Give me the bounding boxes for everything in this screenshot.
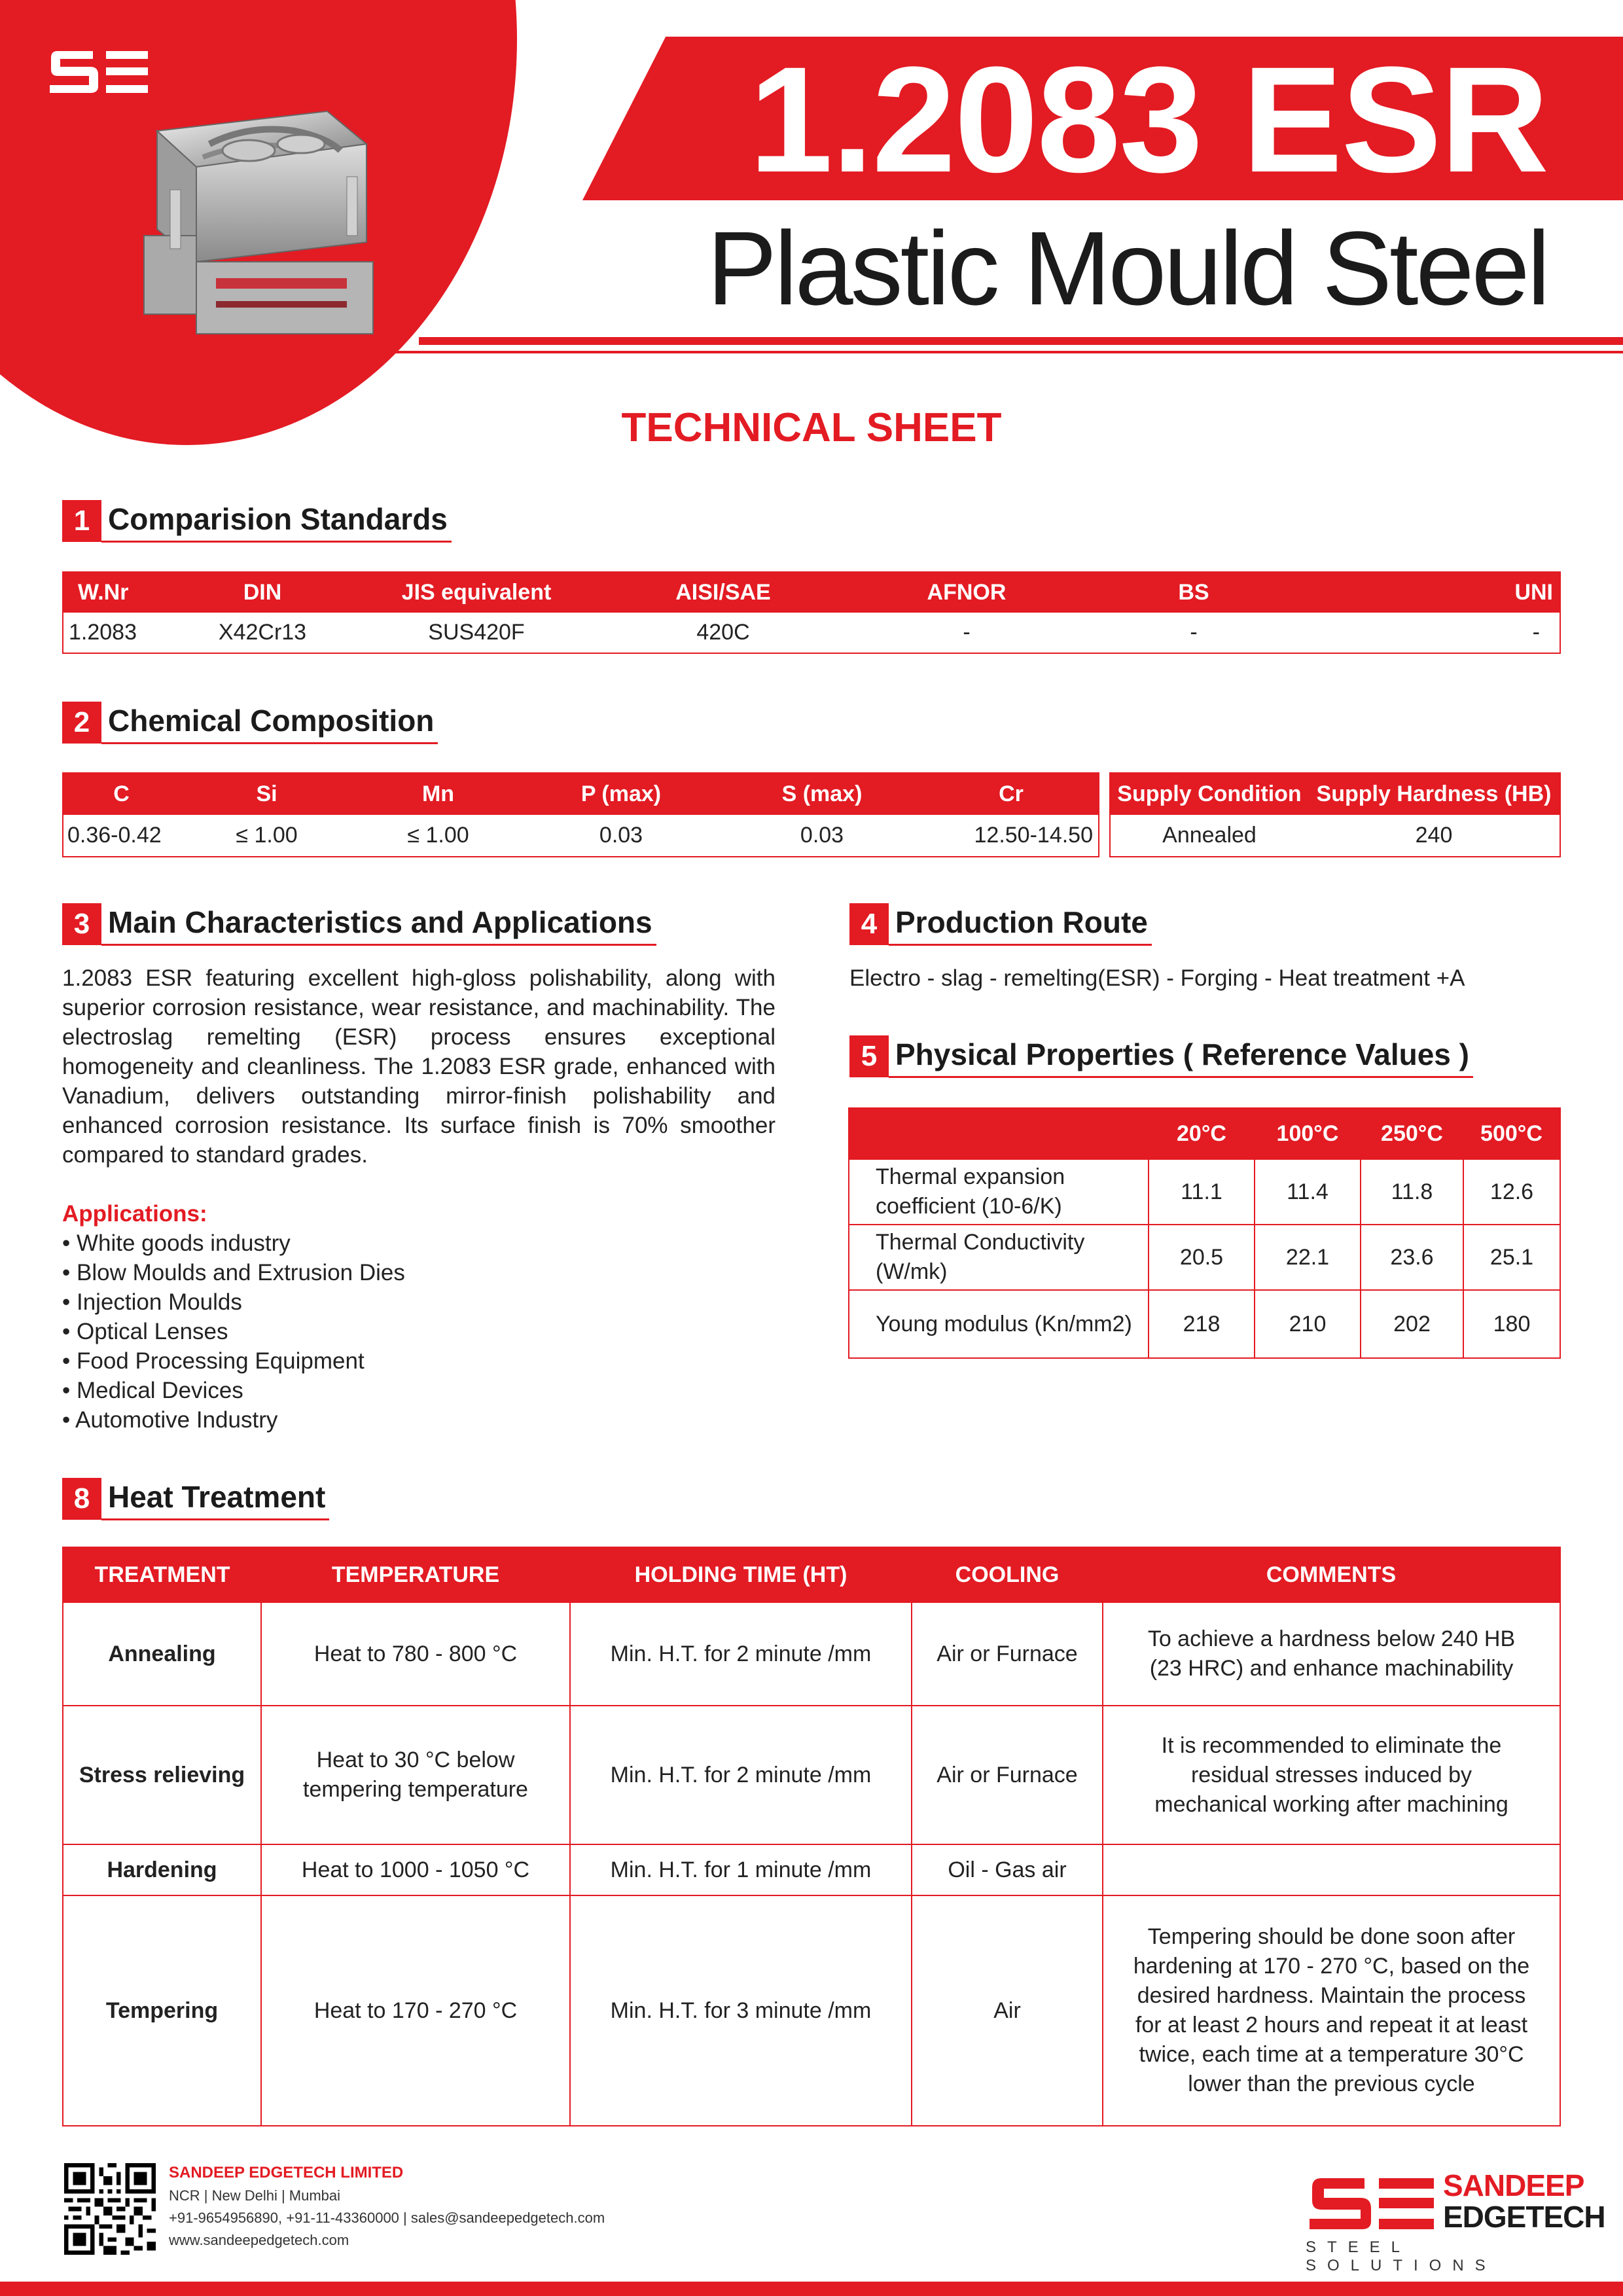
chemical-header: C <box>63 773 179 815</box>
section-number: 2 <box>62 702 101 744</box>
heat-header: HOLDING TIME (HT) <box>570 1547 912 1602</box>
chemical-cell: 0.03 <box>599 823 643 848</box>
physical-cell: 20.5 <box>1149 1225 1255 1290</box>
chemical-header: Cr <box>924 773 1099 815</box>
heat-treatment-cell: Annealing <box>63 1602 261 1706</box>
physical-cell: 202 <box>1361 1290 1463 1358</box>
heat-header: COMMENTS <box>1103 1547 1560 1602</box>
heat-holding-cell: Min. H.T. for 2 minute /mm <box>570 1706 912 1844</box>
page-title: 1.2083 ESR <box>749 35 1548 204</box>
standards-header: AISI/SAE <box>605 572 842 613</box>
physical-cell: 11.4 <box>1255 1159 1361 1225</box>
supply-table <box>1109 772 1561 857</box>
header-divider <box>419 337 1623 345</box>
footer-contact-line[interactable]: +91-9654956890, +91-11-43360000 | sales@sandeepedgetech.com <box>169 2210 605 2226</box>
section-number: 3 <box>62 903 101 945</box>
physical-table <box>848 1107 1561 1359</box>
heat-holding-cell: Min. H.T. for 2 minute /mm <box>570 1602 912 1706</box>
technical-sheet-label: TECHNICAL SHEET <box>621 405 1002 450</box>
physical-label: Thermal Conductivity (W/mk) <box>849 1225 1149 1290</box>
physical-cell: 25.1 <box>1463 1225 1560 1290</box>
heat-cooling-cell: Air or Furnace <box>912 1602 1103 1706</box>
physical-header-blank <box>849 1108 1149 1159</box>
footer-website-link[interactable]: www.sandeepedgetech.com <box>169 2232 349 2248</box>
standards-header: AFNOR <box>842 572 1092 613</box>
physical-cell: 218 <box>1149 1290 1255 1358</box>
heat-cooling-cell: Oil - Gas air <box>912 1844 1103 1895</box>
section-number: 5 <box>849 1035 889 1077</box>
section-heading-standards <box>62 500 452 542</box>
qr-code-icon <box>64 2163 156 2255</box>
chemical-cell: 0.03 <box>800 823 844 848</box>
table-row <box>849 1290 1560 1358</box>
brand-tagline: STEEL SOLUTIONS <box>1306 2238 1497 2274</box>
section-heading-chemical <box>62 702 438 744</box>
standards-cell: - <box>1532 620 1540 645</box>
supply-header: Supply Hardness (HB) <box>1308 773 1560 815</box>
heat-cooling-cell: Air <box>912 1895 1103 2126</box>
footer-company-name: SANDEEP EDGETECH LIMITED <box>169 2164 404 2181</box>
heat-header: TREATMENT <box>63 1547 261 1602</box>
physical-label: Thermal expansion coefficient (10-6/K) <box>849 1159 1149 1225</box>
heat-cooling-cell: Air or Furnace <box>912 1706 1103 1844</box>
heat-temperature-cell: Heat to 780 - 800 °C <box>261 1602 570 1706</box>
physical-cell: 11.1 <box>1149 1159 1255 1225</box>
heat-treatment-table <box>62 1547 1561 2126</box>
list-item: • Food Processing Equipment <box>62 1348 365 1374</box>
heat-holding-cell: Min. H.T. for 1 minute /mm <box>570 1844 912 1895</box>
section-heading-physical <box>849 1035 1473 1077</box>
section-title: Heat Treatment <box>101 1478 329 1520</box>
heat-treatment-cell: Tempering <box>63 1895 261 2126</box>
footer-bar <box>0 2282 1623 2296</box>
section-title: Chemical Composition <box>101 702 438 744</box>
physical-header: 250°C <box>1361 1108 1463 1159</box>
table-row <box>63 1895 1560 2126</box>
heat-temperature-cell: Heat to 30 °C below tempering temperature <box>261 1706 570 1844</box>
chemical-cell: ≤ 1.00 <box>407 823 469 848</box>
physical-label: Young modulus (Kn/mm2) <box>849 1290 1149 1358</box>
physical-header: 20°C <box>1149 1108 1255 1159</box>
section-number: 8 <box>62 1478 101 1520</box>
chemical-cell: 0.36-0.42 <box>67 823 162 848</box>
chemical-header: Mn <box>354 773 522 815</box>
standards-cell: 420C <box>696 620 750 645</box>
page-subtitle: Plastic Mould Steel <box>707 209 1548 327</box>
standards-cell: SUS420F <box>428 620 525 645</box>
footer-contact <box>169 2164 605 2251</box>
list-item: • Injection Moulds <box>62 1289 242 1315</box>
se-brand-logo-icon <box>1306 2172 1436 2234</box>
heat-comments-cell: It is recommended to eliminate the residual stresses induced by mechanical working after machining <box>1103 1706 1560 1844</box>
footer-locations: NCR | New Delhi | Mumbai <box>169 2187 341 2204</box>
list-item: • Automotive Industry <box>62 1407 278 1433</box>
physical-header: 100°C <box>1255 1108 1361 1159</box>
physical-cell: 210 <box>1255 1290 1361 1358</box>
se-logo-icon <box>46 46 151 97</box>
header-divider-thin <box>393 351 1623 353</box>
chemical-header: P (max) <box>522 773 720 815</box>
heat-comments-cell <box>1103 1844 1560 1895</box>
table-row <box>849 1159 1560 1225</box>
list-item: • Optical Lenses <box>62 1319 228 1344</box>
standards-header: DIN <box>177 572 348 613</box>
section-number: 4 <box>849 903 889 945</box>
section-title: Production Route <box>889 903 1152 946</box>
physical-header: 500°C <box>1463 1108 1560 1159</box>
standards-header: BS <box>1092 572 1296 613</box>
physical-cell: 22.1 <box>1255 1225 1361 1290</box>
chemical-header: Si <box>179 773 354 815</box>
list-item: • Blow Moulds and Extrusion Dies <box>62 1260 405 1285</box>
section-number: 1 <box>62 500 101 542</box>
supply-header: Supply Condition <box>1110 773 1308 815</box>
brand-name-line1: SANDEEP <box>1443 2168 1584 2202</box>
characteristics-text: 1.2083 ESR featuring excellent high-gloss polishability, along with superior corrosion resistance, wear resistance, and machinability. The electroslag remelting (ESR) process ensures exceptional homogeneity and cleanliness. The 1.2083 ESR grade, enhanced with Vanadium, delivers outstanding mirror-finish polishability and enhanced corrosion resistance. Its surface finish is 70% smoother compared to standard grades. <box>62 965 776 1168</box>
applications-list <box>62 1229 405 1435</box>
heat-treatment-cell: Stress relieving <box>63 1706 261 1844</box>
table-row <box>849 1225 1560 1290</box>
section-title: Main Characteristics and Applications <box>101 903 656 946</box>
heat-comments-cell: Tempering should be done soon after hardening at 170 - 270 °C, based on the desired hardness. Maintain the process for at least 2 hours and repeat it at least twice, each time at a temperature 30°C lower than the previous cycle <box>1103 1895 1560 2126</box>
heat-holding-cell: Min. H.T. for 3 minute /mm <box>570 1895 912 2126</box>
standards-table <box>62 571 1561 654</box>
chemical-cell: ≤ 1.00 <box>236 823 298 848</box>
heat-temperature-cell: Heat to 170 - 270 °C <box>261 1895 570 2126</box>
supply-cell: Annealed <box>1162 823 1257 848</box>
heat-comments-cell: To achieve a hardness below 240 HB (23 HRC) and enhance machinability <box>1103 1602 1560 1706</box>
table-row <box>63 1844 1560 1895</box>
supply-cell: 240 <box>1415 823 1453 848</box>
heat-treatment-cell: Hardening <box>63 1844 261 1895</box>
section-heading-production <box>849 903 1152 945</box>
chemical-table <box>62 772 1099 857</box>
physical-cell: 180 <box>1463 1290 1560 1358</box>
brand-name-line2: EDGETECH <box>1443 2200 1605 2234</box>
table-row <box>63 1602 1560 1706</box>
chemical-cell: 12.50-14.50 <box>974 823 1093 848</box>
heat-header: TEMPERATURE <box>261 1547 570 1602</box>
mould-product-image <box>131 105 380 353</box>
section-heading-characteristics <box>62 903 656 945</box>
section-title: Physical Properties ( Reference Values ) <box>889 1035 1473 1078</box>
standards-cell: - <box>963 620 971 645</box>
standards-header: W.Nr <box>63 572 177 613</box>
production-route-text: Electro - slag - remelting(ESR) - Forging - Heat treatment +A <box>849 965 1465 991</box>
physical-cell: 11.8 <box>1361 1159 1463 1225</box>
physical-cell: 12.6 <box>1463 1159 1560 1225</box>
applications-title: Applications: <box>62 1201 207 1227</box>
heat-header: COOLING <box>912 1547 1103 1602</box>
physical-cell: 23.6 <box>1361 1225 1463 1290</box>
standards-cell: X42Cr13 <box>218 620 307 645</box>
list-item: • White goods industry <box>62 1230 291 1256</box>
standards-header: JIS equivalent <box>348 572 605 613</box>
list-item: • Medical Devices <box>62 1378 243 1403</box>
standards-cell: 1.2083 <box>69 620 137 645</box>
section-heading-heat <box>62 1478 329 1520</box>
heat-temperature-cell: Heat to 1000 - 1050 °C <box>261 1844 570 1895</box>
standards-cell: - <box>1190 620 1198 645</box>
table-row <box>63 1706 1560 1844</box>
section-title: Comparision Standards <box>101 500 452 543</box>
standards-header: UNI <box>1296 572 1560 613</box>
chemical-header: S (max) <box>720 773 924 815</box>
